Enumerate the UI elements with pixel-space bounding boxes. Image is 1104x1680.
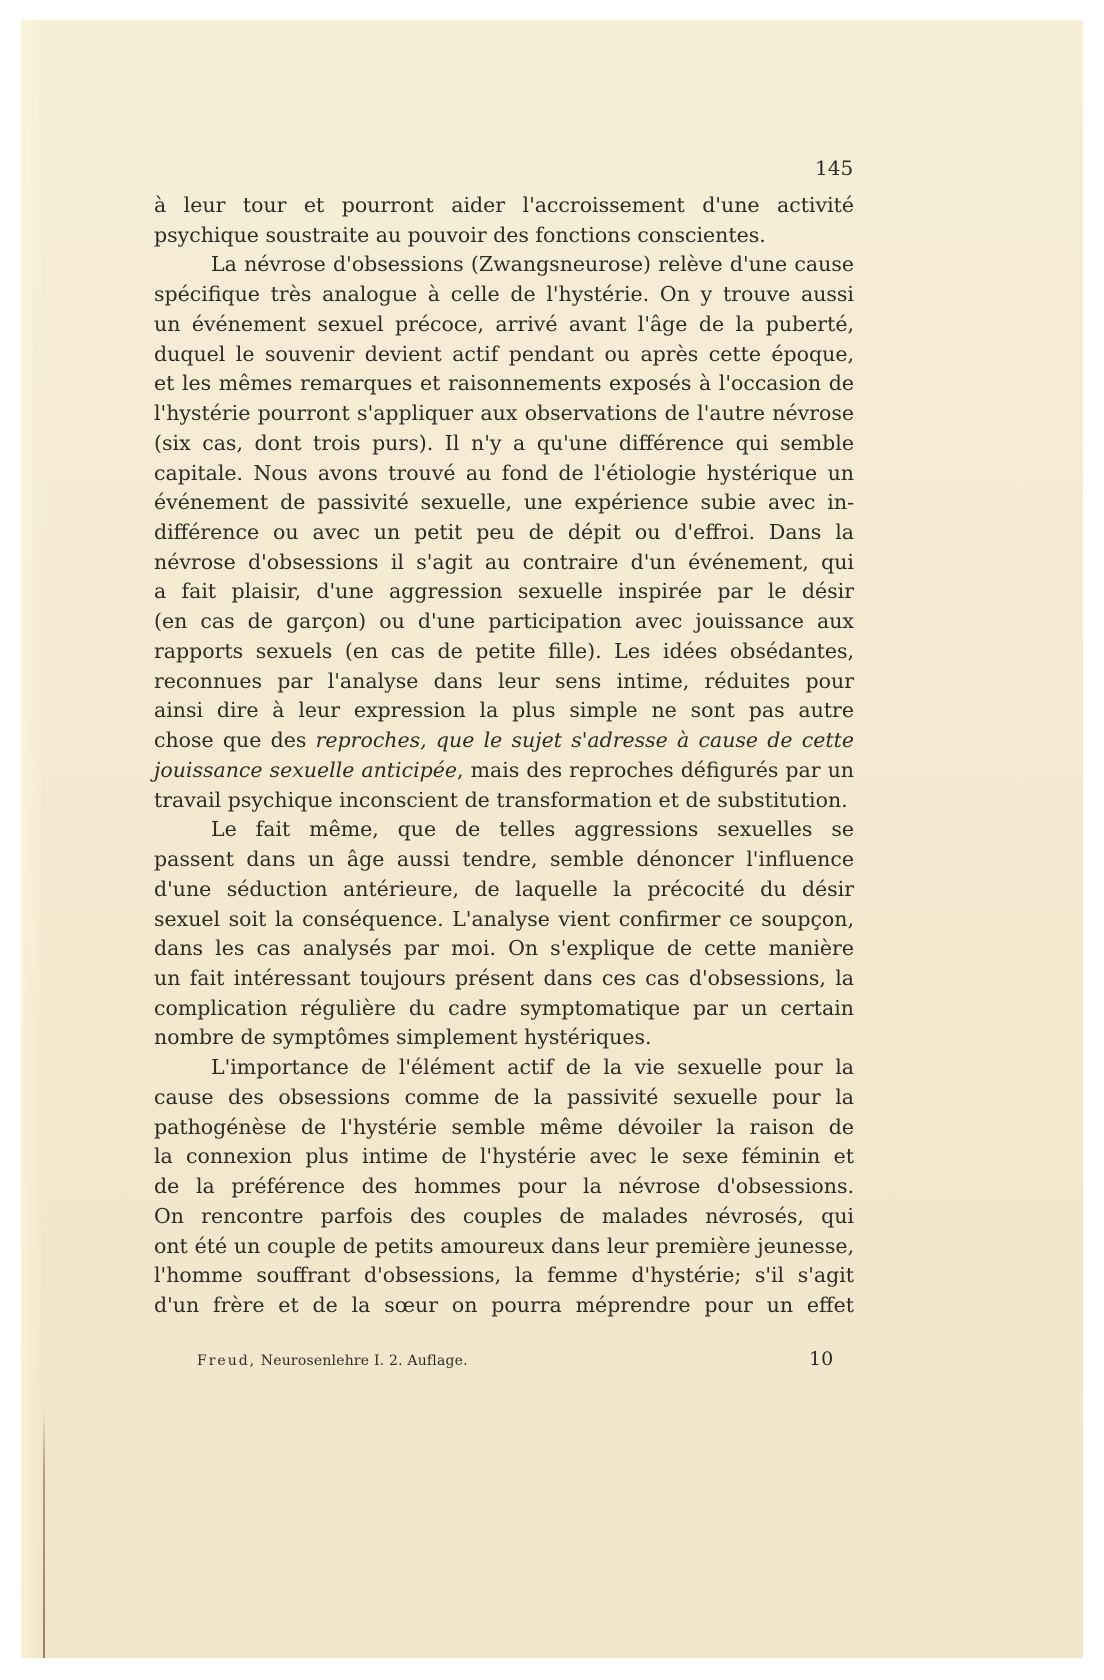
text-line: un fait intéressant toujours présent dans ces cas d'obsessions, la <box>154 965 854 990</box>
footer-title: Neurosenlehre I. 2. Auflage. <box>260 1353 468 1369</box>
text-line: l'homme souffrant d'obsessions, la femme d'hystérie; s'il s'agit <box>154 1263 854 1288</box>
text-line: duquel le souvenir devient actif pendant ou après cette époque, <box>154 341 854 366</box>
text-line: un événement sexuel précoce, arrivé avant l'âge de la puberté, <box>154 311 854 336</box>
text-line <box>154 755 854 785</box>
text-line: différence ou avec un petit peu de dépit ou d'effroi. Dans la <box>154 520 854 545</box>
text-line: la connexion plus intime de l'hystérie avec le sexe féminin et <box>154 1144 854 1169</box>
text-line: a fait plaisir, d'une aggression sexuelle inspirée par le désir <box>154 579 854 604</box>
text-line: Le fait même, que de telles aggressions sexuelles se <box>211 817 854 842</box>
text-line: La névrose d'obsessions (Zwangsneurose) relève d'une cause <box>211 252 854 277</box>
text-line: capitale. Nous avons trouvé au fond de l'étiologie hystérique un <box>154 460 854 485</box>
binding-edge-shadow <box>43 1410 45 1658</box>
footer-citation <box>197 1353 468 1369</box>
text-line: cause des obsessions comme de la passivité sexuelle pour la <box>154 1084 854 1109</box>
text-line: et les mêmes remarques et raisonnements exposés à l'occasion de <box>154 371 854 396</box>
text-line: ainsi dire à leur expression la plus simple ne sont pas autre <box>154 698 854 723</box>
signature-mark: 10 <box>809 1348 834 1370</box>
text-line: L'importance de l'élément actif de la vie sexuelle pour la <box>211 1055 854 1080</box>
text-line: événement de passivité sexuelle, une expérience subie avec in- <box>154 490 854 515</box>
text-line: l'hystérie pourront s'appliquer aux observations de l'autre névrose <box>154 401 854 426</box>
text-line: névrose d'obsessions il s'agit au contraire d'un événement, qui <box>154 549 854 574</box>
text-line: psychique soustraite au pouvoir des fonctions conscientes. <box>154 222 766 247</box>
italic-segment: jouissance sexuelle anticipée <box>154 757 458 782</box>
text-line: d'une séduction antérieure, de laquelle la précocité du désir <box>154 876 854 901</box>
footer-author: Freud, <box>197 1353 257 1369</box>
text-line: nombre de symptômes simplement hystériques. <box>154 1025 652 1050</box>
text-line: dans les cas analysés par moi. On s'explique de cette manière <box>154 936 854 961</box>
text-line: reconnues par l'analyse dans leur sens intime, réduites pour <box>154 668 854 693</box>
text-line: de la préférence des hommes pour la névrose d'obsessions. <box>154 1174 854 1199</box>
text-line: rapports sexuels (en cas de petite fille). Les idées obsédantes, <box>154 638 854 663</box>
book-page <box>21 20 1083 1658</box>
text-line <box>154 725 854 755</box>
text-line: travail psychique inconscient de transformation et de substitution. <box>154 787 848 812</box>
text-line: spécifique très analogue à celle de l'hystérie. On y trouve aussi <box>154 282 854 307</box>
text-segment: , mais des reproches défigurés par un <box>457 757 854 782</box>
text-line: sexuel soit la conséquence. L'analyse vient confirmer ce soupçon, <box>154 906 854 931</box>
text-line: passent dans un âge aussi tendre, semble dénoncer l'influence <box>154 847 854 872</box>
text-segment: chose que des <box>154 728 316 753</box>
page-number: 145 <box>815 156 854 180</box>
italic-segment: reproches, que le sujet s'adresse à cause de cette <box>315 728 854 753</box>
text-line: On rencontre parfois des couples de malades névrosés, qui <box>154 1203 854 1228</box>
text-line: (six cas, dont trois purs). Il n'y a qu'une différence qui semble <box>154 430 854 455</box>
text-line: ont été un couple de petits amoureux dans leur première jeunesse, <box>154 1233 854 1258</box>
text-line: pathogénèse de l'hystérie semble même dévoiler la raison de <box>154 1114 854 1139</box>
text-line: d'un frère et de la sœur on pourra méprendre pour un effet <box>154 1293 854 1317</box>
text-line: complication régulière du cadre symptomatique par un certain <box>154 995 854 1020</box>
text-line: à leur tour et pourront aider l'accroissement d'une activité <box>154 193 854 217</box>
text-line: (en cas de garçon) ou d'une participation avec jouissance aux <box>154 609 854 634</box>
